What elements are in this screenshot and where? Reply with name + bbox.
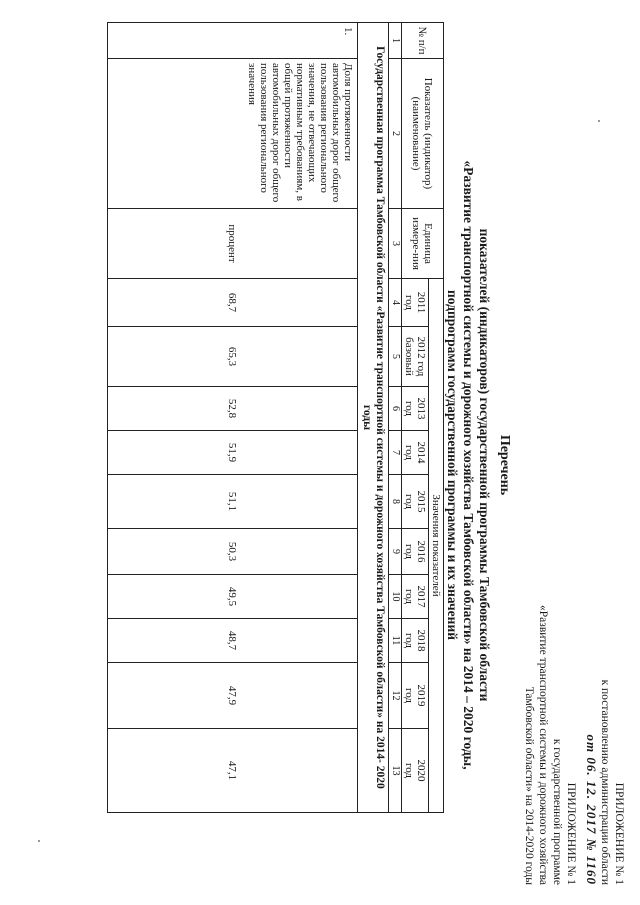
column-number: 7 — [389, 431, 402, 475]
program-reference: к государственной программе — [551, 738, 563, 885]
year-header: 2017 год — [402, 575, 429, 619]
year-header: 2016 год — [402, 529, 429, 575]
title-line2: «Развитие транспортной системы и дорожного хозяйства Тамбовской области» на 2014 – 2020 годы, — [461, 160, 476, 770]
column-number: 13 — [389, 729, 402, 813]
section-title: Государственная программа Тамбовской области «Развитие транспортной системы и дорожного хозяйства Тамбовской области» на 2014- 2020 годы — [358, 23, 389, 813]
column-number: 10 — [389, 575, 402, 619]
year-header: 2014 год — [402, 431, 429, 475]
program-appendix-number: ПРИЛОЖЕНИЕ № 1 — [565, 782, 577, 885]
column-number: 5 — [389, 327, 402, 387]
value-cell: 51,9 — [108, 431, 358, 475]
title-line3: подпрограмм государственной программы и их значений — [445, 289, 460, 640]
value-cell: 48,7 — [108, 619, 358, 663]
col-header-indicator: Показатель (индикатор) (наименование) — [402, 59, 444, 209]
column-numbers-row — [389, 23, 402, 813]
column-number: 4 — [389, 279, 402, 327]
header-row — [429, 23, 444, 813]
indicator-name: Доля протяженности автомобильных дорог общего пользования регионального значения, не отвечающих нормативным требованиям, в общей протяженности автомобильных дорог общего пользования регионального значения — [108, 59, 358, 209]
program-name-line2: Тамбовской области» на 2014-2020 годы — [523, 686, 535, 885]
year-header: 2020 год — [402, 729, 429, 813]
indicators-table — [107, 22, 444, 813]
col-header-no: № п/п — [402, 23, 444, 59]
year-header: 2013 год — [402, 387, 429, 431]
column-number: 1 — [389, 23, 402, 59]
table-row — [108, 23, 358, 813]
scan-speck — [598, 120, 600, 122]
unit-cell: процент — [108, 209, 358, 279]
appendix-header — [522, 585, 626, 885]
column-number: 2 — [389, 59, 402, 209]
value-cell: 68,7 — [108, 279, 358, 327]
handwritten-decree-date: от 06. 12. 2017 № 1160 — [584, 734, 599, 885]
value-cell: 47,1 — [108, 729, 358, 813]
value-cell: 52,8 — [108, 387, 358, 431]
column-number: 9 — [389, 529, 402, 575]
scan-speck — [38, 840, 40, 842]
year-header: 2012 год базовый — [402, 327, 429, 387]
year-header: 2018 год — [402, 619, 429, 663]
year-header: 2015 год — [402, 475, 429, 529]
row-number: 1. — [108, 23, 358, 59]
appendix-number: ПРИЛОЖЕНИЕ № 1 — [613, 782, 625, 885]
program-name-line1: «Развитие транспортной системы и дорожного хозяйства — [537, 605, 549, 885]
year-header: 2011 год — [402, 279, 429, 327]
col-header-unit: Единица измере-ния — [402, 209, 444, 279]
value-cell: 49,5 — [108, 575, 358, 619]
column-number: 8 — [389, 475, 402, 529]
value-cell: 50,3 — [108, 529, 358, 575]
value-cell: 51,1 — [108, 475, 358, 529]
col-header-values: Значения показателей — [429, 279, 444, 813]
title-line1: показателей (индикаторов) государственной программы Тамбовской области — [477, 228, 492, 702]
column-number: 11 — [389, 619, 402, 663]
value-cell: 47,9 — [108, 663, 358, 729]
section-row — [358, 23, 389, 813]
title-heading: Перечень — [497, 434, 512, 496]
year-header: 2019 год — [402, 663, 429, 729]
column-number: 12 — [389, 663, 402, 729]
resolution-reference: к постановлению администрации области — [599, 679, 611, 885]
column-number: 3 — [389, 209, 402, 279]
document-title — [444, 150, 512, 780]
value-cell: 65,3 — [108, 327, 358, 387]
column-number: 6 — [389, 387, 402, 431]
